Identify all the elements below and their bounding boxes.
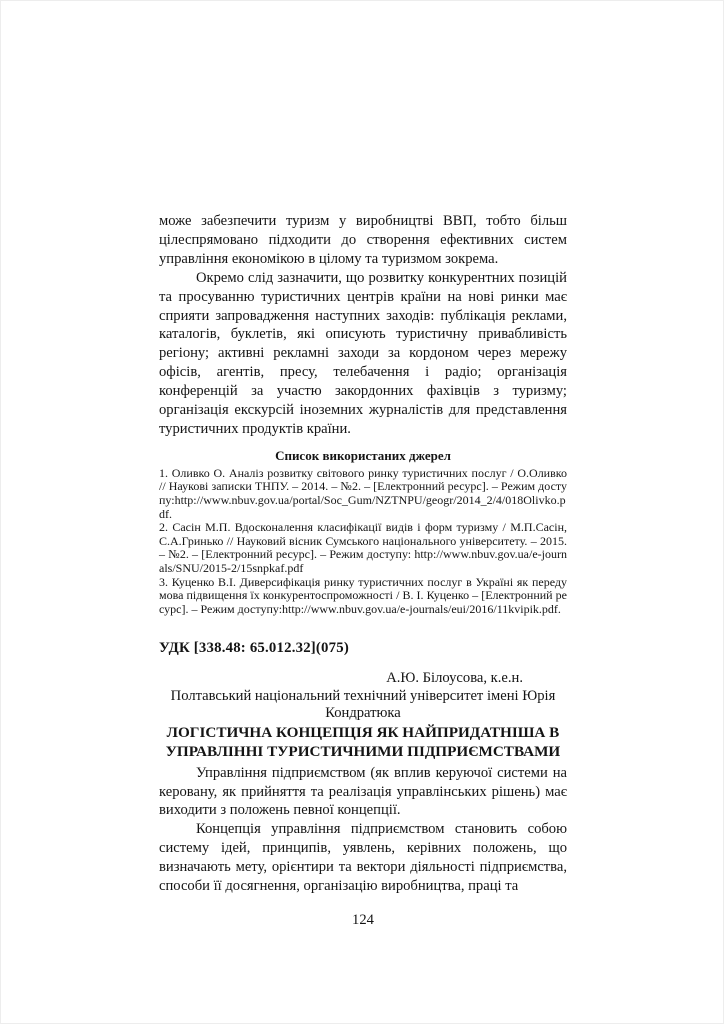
author-name: А.Ю. Білоусова, к.е.н. [386,670,523,687]
concept-paragraph: Концепція управління підприємством становить собою систему ідей, принципів, уявлень, керівних положень, що визначають мету, орієнтири та вектори діяльності підприємства, способи її досягнення, організацію виробництва, праці та [159,821,567,895]
article-title: ЛОГІСТИЧНА КОНЦЕПЦІЯ ЯК НАЙПРИДАТНІША В УПРАВЛІННІ ТУРИСТИЧНИМИ ПІДПРИЄМСТВАМИ [165,724,561,760]
measures-paragraph: Окремо слід зазначити, що розвитку конкурентних позицій та просуванню туристичних центрів країни на нові ринки має сприяти запровадження наступних заходів: публікація реклами, каталогів, буклетів, які описують туристичну привабливість регіону; активні рекламні заходи за кордоном через мережу офісів, агентів, пресу, телебачення і радіо; організація конференцій за участю закордонних фахівців з туризму; організація екскурсій іноземних журналістів для представлення туристичних продуктів країни. [159,269,567,437]
udc-code: УДК [338.48: 65.012.32](075) [159,640,349,657]
reference-item: 1. Оливко О. Аналіз розвитку світового ринку туристичних послуг / О.Оливко // Наукові записки ТНПУ. – 2014. – №2. – [Електронний ресурс]. – Режим доступу:http://www.nbuv.gov.ua/portal/Soc_Gum/NZTNPU/geogr/2014_2/4/018Olivko.pdf. [159,465,567,521]
page-number: 124 [352,911,374,928]
reference-item: 3. Куценко В.І. Диверсифікація ринку туристичних послуг в Україні як передумова підвищення їх конкурентоспроможності / В. І. Куценко – [Електронний ресурс]. – Режим доступу:http://www.nbuv.gov.ua/e-journals/eui/2016/11kvipik.pdf. [159,574,567,616]
references-list [159,467,567,617]
management-paragraph: Управління підприємством (як вплив керуючої системи на керовану, як прийняття та реалізація управлінських рішень) має виходити з положень певної концепції. [159,764,567,819]
intro-paragraph: може забезпечити туризм у виробництві ВВП, тобто більш цілеспрямовано підходити до створення ефективних систем управління економікою в цілому та туризмом зокрема. [159,213,567,267]
page-content [159,212,567,929]
references-heading: Список використаних джерел [275,447,451,463]
reference-item: 2. Сасін М.П. Вдосконалення класифікації видів і форм туризму / М.П.Сасін, С.А.Гринько // Науковий вісник Сумського національного університету. – 2015. – №2. – [Електронний ресурс]. – Режим доступу: http://www.nbuv.gov.ua/e-journals/SNU/2015-2/15snpkaf.pdf [159,520,567,576]
affiliation: Полтавський національний технічний університет імені Юрія Кондратюка [170,688,556,722]
